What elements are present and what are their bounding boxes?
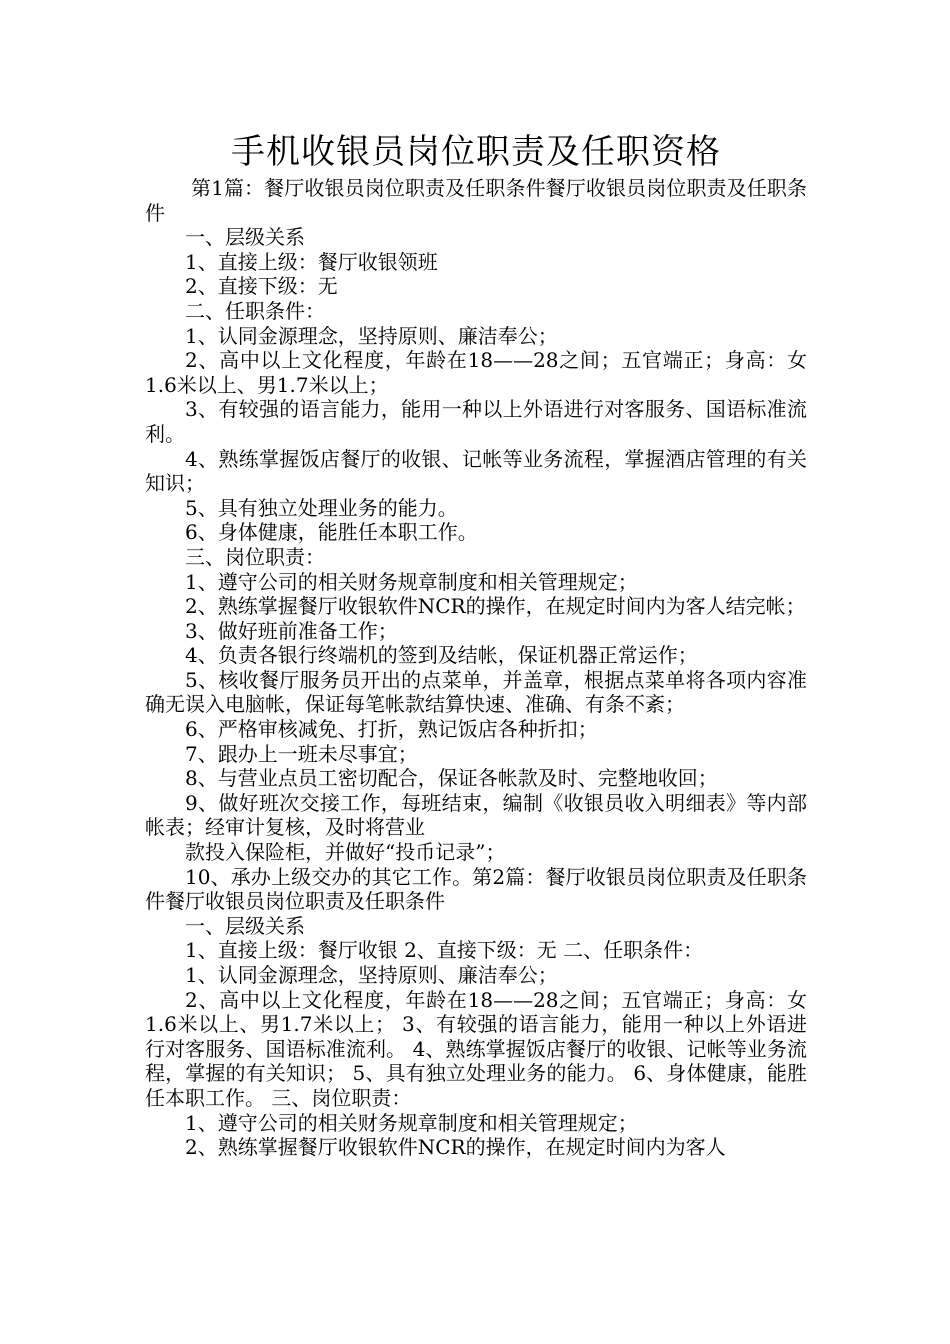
paragraph: 9、做好班次交接工作，每班结束，编制《收银员收入明细表》等内部帐表；经审计复核，及时将营业 — [145, 790, 807, 840]
paragraph: 1、遵守公司的相关财务规章制度和相关管理规定； — [185, 569, 638, 594]
paragraph: 1、遵守公司的相关财务规章制度和相关管理规定； — [185, 1110, 638, 1135]
paragraph: 6、严格审核减免、打折，熟记饭店各种折扣； — [185, 717, 598, 742]
paragraph: 2、直接下级：无 — [185, 274, 338, 299]
paragraph: 第1篇：餐厅收银员岗位职责及任职条件餐厅收银员岗位职责及任职条件 — [145, 176, 807, 225]
paragraph: 一、层级关系 — [185, 225, 305, 250]
paragraph: 4、负责各银行终端机的签到及结帐，保证机器正常运作； — [185, 643, 698, 668]
document-title: 手机收银员岗位职责及任职资格 — [231, 132, 721, 172]
paragraph: 2、高中以上文化程度，年龄在18——28之间；五官端正；身高：女1.6米以上、男1.7米以上； 3、有较强的语言能力，能用一种以上外语进行对客服务、国语标准流利。 4、熟练掌握饭店餐厅的收银、记帐等业务流程，掌握的有关知识； 5、具有独立处理业务的能力。 6、身体健康，能胜任本职工作。 三、岗位职责： — [145, 987, 807, 1110]
paragraph: 6、身体健康，能胜任本职工作。 — [185, 520, 478, 545]
paragraph: 1、直接上级：餐厅收银领班 — [185, 249, 438, 274]
paragraph: 5、具有独立处理业务的能力。 — [185, 495, 458, 520]
paragraph: 2、熟练掌握餐厅收银软件NCR的操作，在规定时间内为客人结完帐； — [185, 594, 806, 619]
paragraph: 1、认同金源理念，坚持原则、廉洁奉公； — [185, 963, 558, 987]
paragraph: 三、岗位职责： — [185, 544, 325, 569]
document-body — [145, 176, 807, 1160]
paragraph: 3、有较强的语言能力，能用一种以上外语进行对客服务、国语标准流利。 — [145, 397, 807, 446]
paragraph: 二、任职条件： — [185, 298, 325, 323]
paragraph: 8、与营业点员工密切配合，保证各帐款及时、完整地收回； — [185, 766, 718, 791]
paragraph: 5、核收餐厅服务员开出的点菜单，并盖章，根据点菜单将各项内容准确无误入电脑帐，保证每笔帐款结算快速、准确、有条不紊； — [145, 667, 807, 717]
paragraph: 一、层级关系 — [185, 913, 305, 938]
paragraph: 款投入保险柜，并做好“投币记录”； — [185, 840, 506, 865]
paragraph: 2、高中以上文化程度，年龄在18——28之间；五官端正；身高：女1.6米以上、男1.7米以上； — [145, 348, 807, 397]
paragraph: 10、承办上级交办的其它工作。第2篇：餐厅收银员岗位职责及任职条件餐厅收银员岗位职责及任职条件 — [145, 864, 807, 914]
document-page — [145, 128, 807, 1160]
paragraph: 1、直接上级：餐厅收银 2、直接下级：无 二、任职条件： — [185, 938, 704, 963]
paragraph: 1、认同金源理念，坚持原则、廉洁奉公； — [185, 323, 558, 348]
paragraph: 3、做好班前准备工作； — [185, 618, 398, 643]
paragraph: 4、熟练掌握饭店餐厅的收银、记帐等业务流程，掌握酒店管理的有关知识； — [145, 446, 807, 496]
paragraph: 7、跟办上一班未尽事宜； — [185, 741, 418, 766]
paragraph: 2、熟练掌握餐厅收银软件NCR的操作，在规定时间内为客人 — [185, 1135, 726, 1160]
